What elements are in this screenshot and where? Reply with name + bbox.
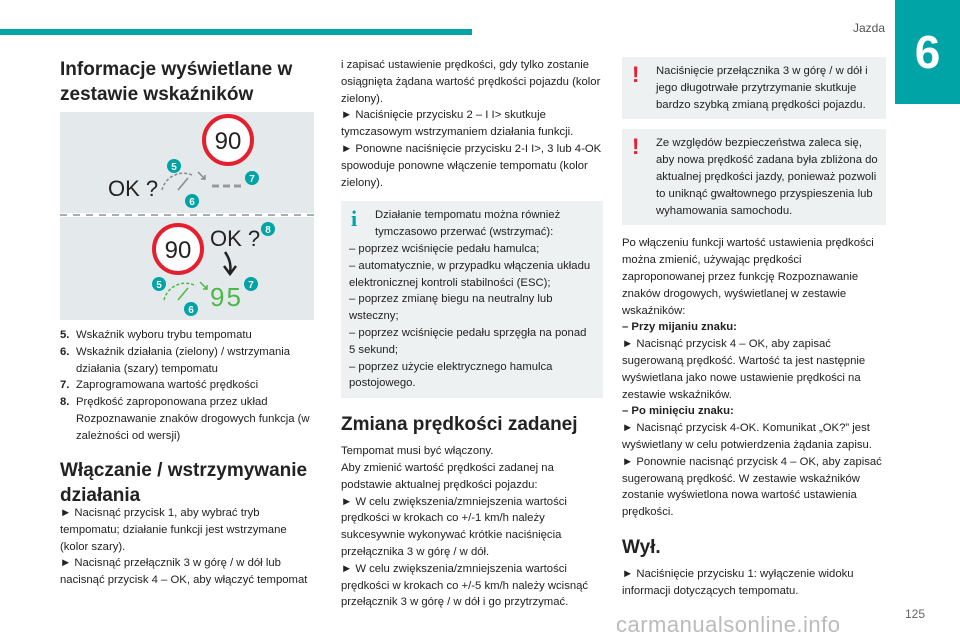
paragraph: – Przy mijaniu znaku: bbox=[622, 321, 737, 334]
gauge-icon bbox=[162, 173, 194, 190]
paragraph: ► Nacisnąć przycisk 4 – OK, aby zapisać sugerowaną prędkość. Wartość ta jest następnie wyświetlana jako nowe ustawienie prędkości na zestawie wskaźników. bbox=[622, 338, 866, 401]
section-heading: Zmiana prędkości zadanej bbox=[341, 414, 578, 436]
warning-icon: ! bbox=[632, 134, 640, 160]
paragraph: ► Ponownie nacisnąć przycisk 4 – OK, aby zapisać sugerowaną prędkość. W zestawie wskaźników zostanie wyświetlona nowa wartość ustawienia prędkości. bbox=[622, 455, 882, 519]
paragraph: ► Nacisnąć przycisk 1, aby wybrać tryb tempomatu; działanie funkcji jest wstrzymane (kolor szary). bbox=[60, 507, 287, 553]
watermark: carmanualsonline.info bbox=[616, 612, 841, 637]
column-3 bbox=[622, 57, 886, 600]
paragraph: Tempomat musi być włączony. bbox=[341, 445, 494, 458]
legend-item: 5. Wskaźnik wyboru trybu tempomatu bbox=[60, 329, 252, 341]
paragraph: ► Nacisnąć przełącznik 3 w górę / w dół lub nacisnąć przycisk 4 – OK, aby włączyć tempomat bbox=[60, 557, 308, 586]
gauge-needle bbox=[178, 178, 188, 190]
paragraph: ► Ponowne naciśnięcie przycisku 2-I I>, 3 lub 4-OK spowoduje ponowne włączenie tempomatu (kolor zielony). bbox=[341, 142, 602, 189]
legend-item: 7. Zaprogramowana wartość prędkości bbox=[60, 379, 259, 392]
paragraph: Aby zmienić wartość prędkości zadanej na podstawie aktualnej prędkości pojazdu: bbox=[341, 461, 554, 491]
paragraph: ► W celu zwiększenia/zmniejszenia wartości prędkości w krokach co +/-1 km/h należy sukcesywnie wykonywać krótkie naciśnięcia przełącznika 3 w górę / w dół. bbox=[341, 495, 567, 558]
legend-item: 6. Wskaźnik działania (zielony) / wstrzymania działania (szary) tempomatu bbox=[60, 345, 291, 375]
warning-icon: ! bbox=[632, 62, 640, 87]
paragraph: Po włączeniu funkcji wartość ustawienia prędkości można zmienić, używając prędkości zaproponowanej przez funkcję Rozpoznawanie znaków drogowych, wyświetlanej w zestawie wskaźników: bbox=[622, 237, 874, 317]
column-2 bbox=[341, 57, 603, 611]
paragraph: ► Nacisnąć przycisk 4-OK. Komunikat „OK?” jest wyświetlany w celu potwierdzenia żądania zapisu. bbox=[622, 422, 872, 451]
svg-text:7: 7 bbox=[248, 280, 254, 291]
paragraph: ► W celu zwiększenia/zmniejszenia wartości prędkości w krokach co +/-5 km/h należy wcisnąć przełącznik 3 w górę / w dół i go przytrzymać. bbox=[341, 562, 589, 609]
svg-text:8: 8 bbox=[265, 225, 271, 236]
cruise-arrow-icon bbox=[200, 282, 207, 289]
legend-item: 8. Prędkość zaproponowana przez układ Rozpoznawanie znaków drogowych funkcja (w zależności od wersji) bbox=[60, 396, 310, 442]
cruise-arrow-icon bbox=[198, 172, 205, 179]
chapter-number: 6 bbox=[895, 0, 960, 104]
speed-sign-text: 90 bbox=[214, 128, 242, 155]
ok-prompt-text: OK ? bbox=[108, 176, 159, 201]
ok-prompt-text: OK ? bbox=[210, 226, 261, 251]
warning-note: ! Naciśnięcie przełącznika 3 w górę / w dół i jego długotrwałe przytrzymanie skutkuje bardzo szybką zmianą prędkości pojazdu. bbox=[622, 57, 886, 119]
section-heading: Wył. bbox=[622, 536, 661, 558]
header-accent-bar bbox=[0, 29, 472, 35]
suggested-speed-text: 90 bbox=[164, 237, 192, 264]
illustration-svg bbox=[60, 112, 314, 320]
paragraph: ► Naciśnięcie przycisku 1: wyłączenie widoku informacji dotyczących tempomatu. bbox=[622, 567, 854, 597]
svg-text:5: 5 bbox=[156, 280, 162, 291]
paragraph: – Po minięciu znaku: bbox=[622, 405, 734, 418]
paragraph: i zapisać ustawienie prędkości, gdy tylko zostanie osiągnięta żądana wartość prędkości pojazdu (kolor zielony). bbox=[341, 59, 601, 105]
legend-list bbox=[60, 327, 318, 445]
svg-text:6: 6 bbox=[189, 197, 195, 208]
page-number: 125 bbox=[905, 607, 926, 621]
info-note: i Działanie tempomatu można również tymczasowo przerwać (wstrzymać): – poprzez wciśnięcie pedału hamulca; – automatycznie, w przypadku włączenia układu elektronicznej kontroli stabilności (ESC); – poprzez zmianę biegu na neutralny lub wsteczny; – poprzez wciśnięcie pedału sprzęgła na ponad 5 sekund; – poprzez użycie elektrycznego hamulca postojowego. bbox=[341, 201, 603, 398]
cluster-illustration bbox=[60, 112, 314, 320]
current-speed-text: 95 bbox=[210, 282, 243, 312]
info-icon: i bbox=[351, 206, 358, 232]
section-heading: Informacje wyświetlane w zestawie wskaźników bbox=[60, 59, 293, 105]
svg-text:5: 5 bbox=[171, 162, 177, 173]
section-heading: Włączanie / wstrzymywanie działania bbox=[60, 460, 308, 506]
paragraph: ► Naciśnięcie przycisku 2 – I I> skutkuje tymczasowym wstrzymaniem działania funkcji. bbox=[341, 109, 574, 139]
svg-text:6: 6 bbox=[188, 305, 194, 316]
svg-text:7: 7 bbox=[249, 174, 255, 185]
section-title: Jazda bbox=[852, 21, 885, 35]
warning-note: ! Ze względów bezpieczeństwa zaleca się, aby nowa prędkość zadana była zbliżona do aktualnej prędkości jazdy, ponieważ pozwoli to uniknąć gwałtownego przyspieszenia lub wyhamowania samochodu. bbox=[622, 129, 886, 225]
